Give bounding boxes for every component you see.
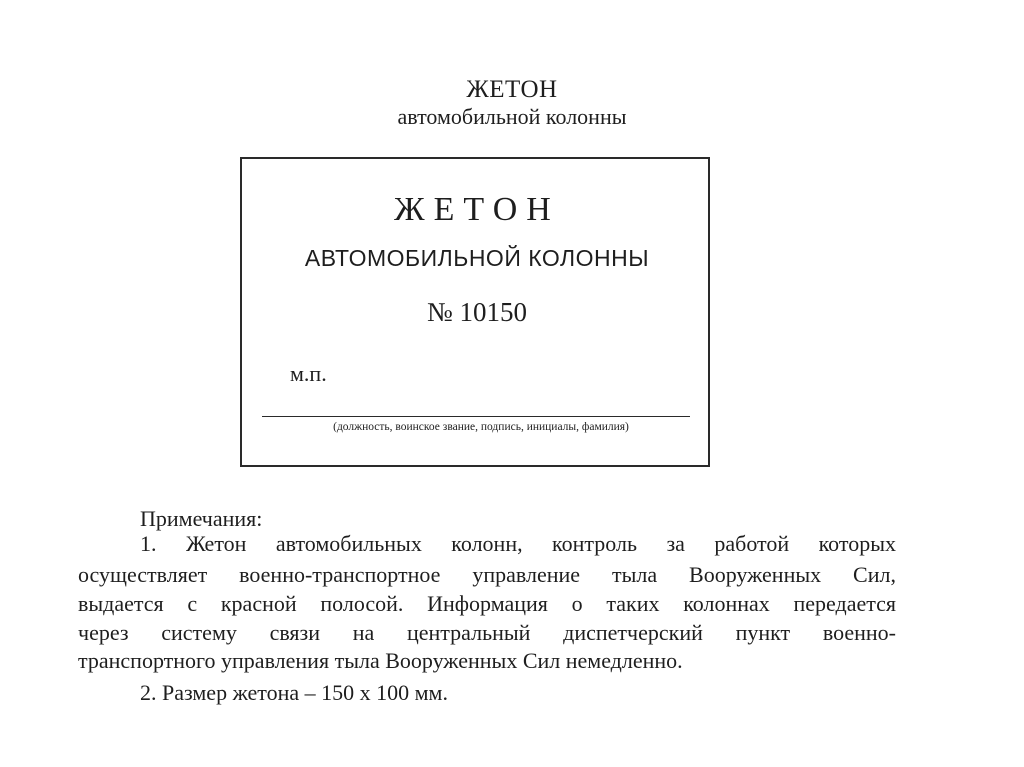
token-number: № 10150 <box>426 297 527 327</box>
token-type: АВТОМОБИЛЬНОЙ КОЛОННЫ <box>304 245 650 271</box>
note-1-line: транспортного управления тыла Вооруженных Сил немедленно. <box>78 648 683 673</box>
note-1-line: осуществляет военно-транспортное управление тыла Вооруженных Сил, <box>78 562 896 587</box>
stamp-label: м.п. <box>290 361 327 386</box>
note-2: 2. Размер жетона – 150 х 100 мм. <box>140 680 448 705</box>
document-title: ЖЕТОН <box>466 76 558 103</box>
notes-heading: Примечания: <box>140 506 263 531</box>
token-heading: ЖЕТОН <box>394 191 560 228</box>
document-subtitle: автомобильной колонны <box>397 104 627 129</box>
token-card <box>240 157 710 467</box>
note-1-line: через систему связи на центральный диспетчерский пункт военно- <box>78 620 896 645</box>
signature-line <box>262 416 690 417</box>
note-1-line: 1. Жетон автомобильных колонн, контроль за работой которых <box>140 531 896 556</box>
signature-caption: (должность, воинское звание, подпись, инициалы, фамилия) <box>333 421 629 433</box>
note-1-line: выдается с красной полосой. Информация о таких колоннах передается <box>78 591 896 616</box>
